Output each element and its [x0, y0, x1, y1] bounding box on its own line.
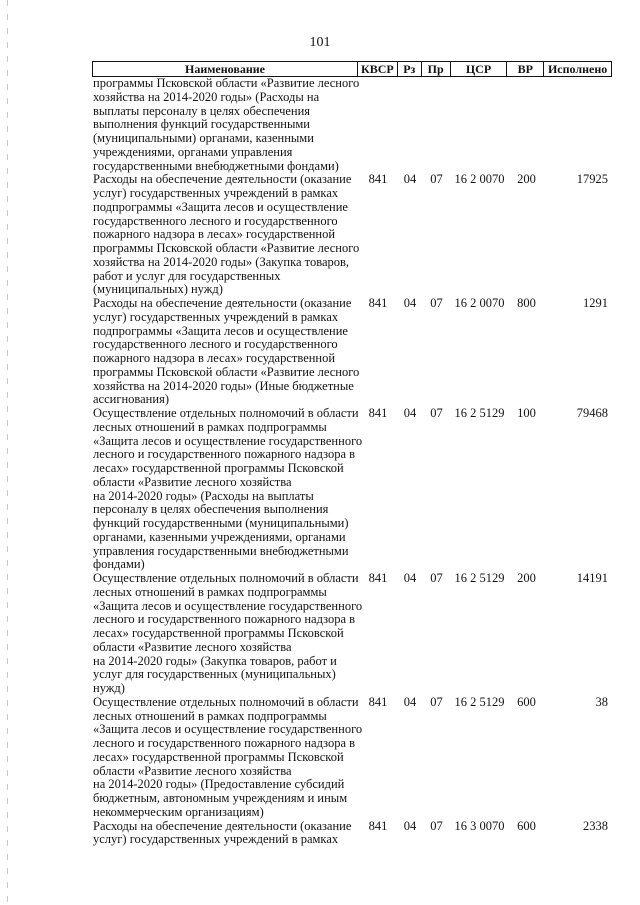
cell-name-line: области «Развитие лесного хозяйства [93, 474, 292, 489]
cell-name-line: «Защита лесов и осуществление государственного [93, 598, 363, 613]
cell-name [92, 173, 358, 297]
cell-pr [422, 77, 451, 173]
cell-name [92, 820, 358, 848]
cell-name-line: Осуществление отдельных полномочий в области [93, 571, 359, 585]
cell-name-line: области «Развитие лесного хозяйства [93, 639, 292, 654]
cell-name-line: на 2014-2020 годы» (Предоставление субсидий [93, 777, 345, 792]
cell-vr: 800 [517, 296, 536, 310]
cell-rz [398, 77, 422, 173]
table-row [92, 820, 612, 848]
cell-kvsr: 841 [368, 694, 388, 709]
cell-csr: 16 2 5129 [454, 571, 505, 585]
cell-name-line: лесного и государственного пожарного надзора в [93, 447, 356, 462]
cell-name-line: работ и услуг для государственных [93, 268, 281, 283]
cell-vr: 200 [517, 172, 536, 187]
cell-name-line: Расходы на обеспечение деятельности (оказание [93, 818, 352, 833]
cell-name-line: лесах» государственной программы Псковской [93, 626, 344, 640]
cell-name-line: некоммерческим организациям) [93, 804, 264, 819]
cell-rz: 04 [403, 571, 417, 585]
cell-name-line: фондами) [93, 557, 145, 572]
cell-kvsr: 841 [368, 406, 388, 420]
cell-csr [451, 77, 508, 173]
cell-name-line: Осуществление отдельных полномочий в области [93, 694, 359, 709]
cell-name-line: хозяйства на 2014-2020 годы» (Иные бюджетные [93, 378, 354, 393]
cell-pr: 07 [430, 818, 443, 833]
header-rz: Рз [398, 62, 422, 76]
cell-name-line: Осуществление отдельных полномочий в области [93, 406, 359, 420]
cell-pr: 07 [430, 172, 443, 187]
scan-edge-artifact [7, 0, 8, 905]
cell-pr: 07 [430, 296, 443, 310]
cell-name-line: органами, казенными учреждениями, органами [93, 529, 346, 544]
cell-vr [508, 77, 545, 173]
cell-rz: 04 [403, 406, 417, 420]
cell-name-line: управления государственными внебюджетными [93, 543, 349, 558]
cell-done: 1291 [583, 296, 608, 310]
cell-kvsr: 841 [368, 172, 388, 187]
cell-name [92, 77, 358, 173]
cell-name-line: Расходы на обеспечение деятельности (оказание [93, 296, 352, 310]
cell-csr: 16 2 5129 [454, 694, 505, 709]
cell-name-line: услуг) государственных учреждений в рамках [93, 832, 339, 847]
cell-name-line: лесных отношений в рамках подпрограммы [93, 584, 327, 599]
cell-kvsr [358, 77, 398, 173]
cell-name-line: программы Псковской области «Развитие лесного [93, 364, 360, 379]
cell-name-line: услуг) государственных учреждений в рамках [93, 186, 339, 200]
cell-rz: 04 [403, 172, 417, 187]
table-row [92, 572, 612, 696]
cell-name-line: пожарного надзора в лесах» государственной [93, 227, 336, 242]
cell-csr: 16 2 5129 [454, 406, 505, 420]
cell-name-line: пожарного надзора в лесах» государственной [93, 351, 336, 365]
cell-name-line: ассигнования) [93, 392, 169, 407]
cell-pr: 07 [430, 571, 443, 585]
cell-csr: 16 2 0070 [454, 296, 505, 310]
cell-vr: 200 [517, 571, 536, 585]
cell-name-line: подпрограммы «Защита лесов и осуществление [93, 323, 348, 338]
header-pr: Пр [422, 62, 451, 76]
cell-name-line: хозяйства на 2014-2020 годы» (Расходы на [93, 89, 320, 104]
cell-name-line: хозяйства на 2014-2020 годы» (Закупка товаров, [93, 254, 350, 269]
cell-done: 2338 [583, 818, 608, 833]
cell-rz: 04 [403, 694, 417, 709]
cell-done: 38 [595, 694, 608, 709]
budget-table [92, 61, 612, 847]
cell-name-line: Расходы на обеспечение деятельности (оказание [93, 172, 352, 187]
header-csr: ЦСР [451, 62, 508, 76]
cell-name-line: учреждениями, органами управления [93, 144, 293, 159]
cell-name-line: нужд) [93, 681, 125, 695]
cell-name-line: лесах» государственной программы Псковской [93, 749, 344, 764]
cell-name-line: «Защита лесов и осуществление государственного [93, 433, 363, 448]
cell-name-line: лесах» государственной программы Псковской [93, 461, 344, 475]
cell-name-line: услуг) государственных учреждений в рамках [93, 309, 339, 324]
cell-name [92, 406, 363, 572]
cell-vr: 600 [517, 694, 536, 709]
cell-name-line: лесных отношений в рамках подпрограммы [93, 419, 327, 434]
page-number: 101 [309, 35, 331, 50]
table-row [92, 297, 612, 407]
cell-done: 79468 [576, 406, 608, 420]
cell-name-line: услуг для государственных (муниципальных) [93, 667, 336, 682]
cell-kvsr: 841 [368, 818, 388, 833]
cell-csr: 16 2 0070 [454, 172, 505, 187]
cell-name-line: государственного лесного и государственного [93, 213, 338, 228]
cell-pr: 07 [430, 406, 443, 420]
cell-name-line: лесных отношений в рамках подпрограммы [93, 708, 327, 723]
cell-name-line: на 2014-2020 годы» (Закупка товаров, работ и [93, 653, 337, 668]
cell-csr: 16 3 0070 [454, 818, 505, 833]
cell-vr: 600 [517, 818, 536, 833]
cell-pr: 07 [430, 694, 443, 709]
cell-rz: 04 [403, 818, 417, 833]
table-header [92, 61, 612, 77]
table-row [92, 696, 612, 820]
cell-name-line: (муниципальных) нужд) [93, 282, 223, 297]
header-done: Исполнено [547, 62, 608, 76]
cell-name-line: области «Развитие лесного хозяйства [93, 763, 292, 778]
cell-name-line: «Защита лесов и осуществление государственного [93, 722, 363, 737]
cell-name-line: выполнения функций государственными [93, 117, 310, 132]
cell-name-line: лесного и государственного пожарного надзора в [93, 736, 356, 750]
cell-name-line: лесного и государственного пожарного надзора в [93, 612, 356, 627]
cell-name-line: на 2014-2020 годы» (Расходы на выплаты [93, 488, 314, 503]
header-name: Наименование [93, 62, 358, 76]
cell-name-line: функций государственными (муниципальными) [93, 516, 349, 530]
table-row [92, 77, 612, 173]
cell-name-line: выплаты персоналу в целях обеспечения [93, 103, 311, 118]
cell-name-line: программы Псковской области «Развитие лесного [93, 76, 360, 90]
cell-kvsr: 841 [368, 571, 388, 585]
cell-done [545, 77, 612, 173]
cell-done: 14191 [576, 571, 608, 585]
table-row [92, 407, 612, 572]
cell-name [92, 694, 363, 820]
header-vr: ВР [507, 62, 544, 76]
cell-rz: 04 [403, 296, 417, 310]
table-row [92, 173, 612, 297]
cell-name-line: программы Псковской области «Развитие лесного [93, 241, 360, 255]
cell-name-line: бюджетным, автономным учреждениям и иным [93, 791, 348, 805]
cell-vr: 100 [517, 406, 536, 420]
cell-name-line: подпрограммы «Защита лесов и осуществление [93, 199, 348, 214]
table-body [92, 77, 612, 847]
header-kvsr: КВСР [358, 62, 398, 76]
cell-name-line: персоналу в целях обеспечения выполнения [93, 502, 329, 517]
cell-name-line: государственного лесного и государственного [93, 337, 338, 352]
cell-name [92, 571, 363, 696]
cell-kvsr: 841 [368, 296, 388, 310]
cell-name-line: государственными внебюджетными фондами) [93, 158, 339, 173]
cell-name [92, 297, 358, 407]
cell-done: 17925 [576, 172, 608, 187]
cell-name-line: (муниципальными) органами, казенными [93, 131, 314, 145]
